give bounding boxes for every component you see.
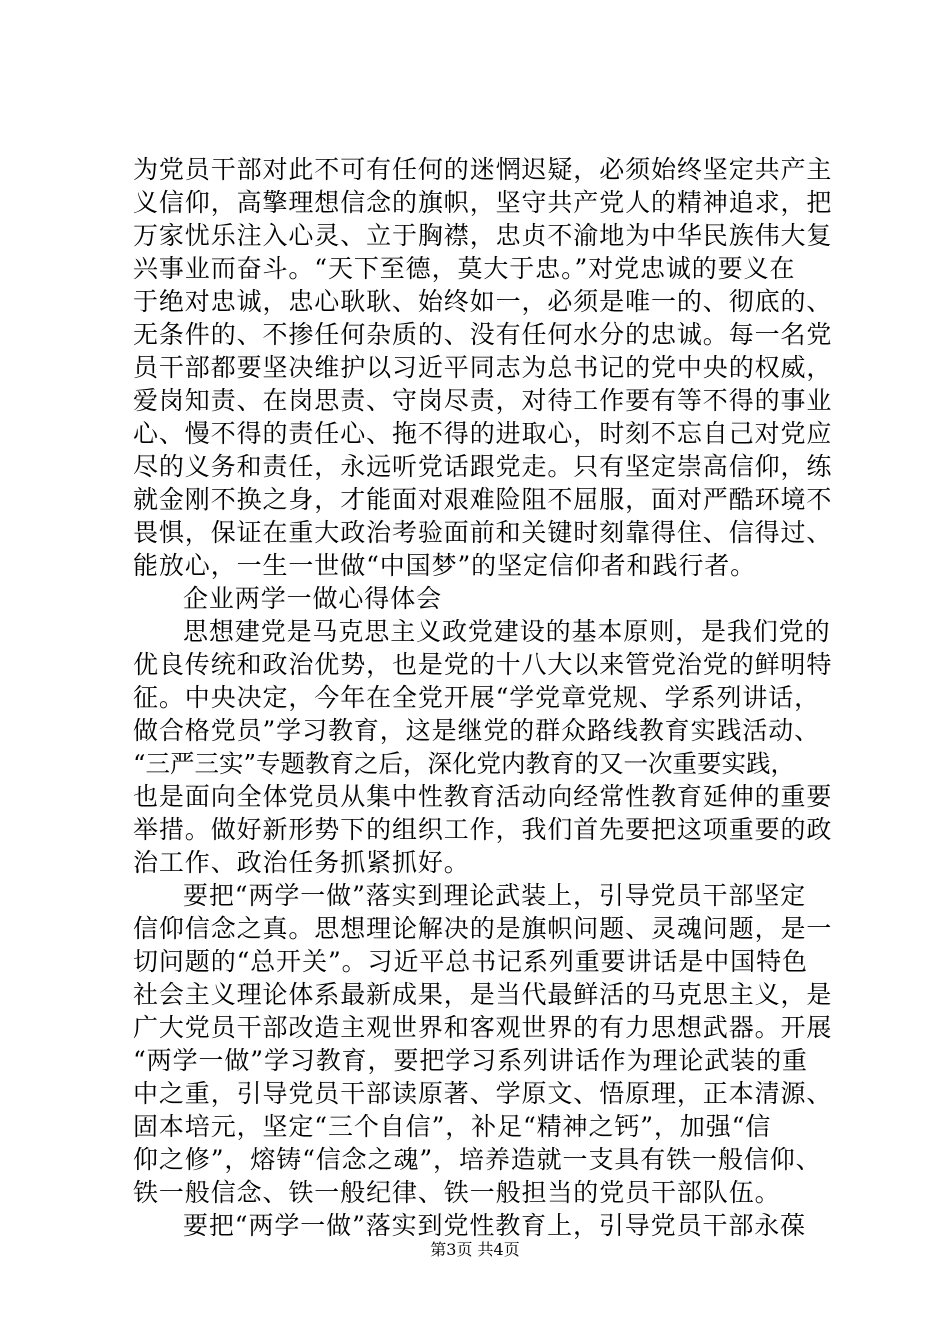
text-line: 做合格党员”学习教育，这是继党的群众路线教育实践活动、	[133, 716, 821, 745]
text-line: 于绝对忠诚，忠心耿耿、始终如一，必须是唯一的、彻底的、	[133, 287, 833, 316]
text-line: 征。中央决定，今年在全党开展“学党章党规、学系列讲话，	[133, 683, 821, 712]
text-line: 也是面向全体党员从集中性教育活动向经常性教育延伸的重要	[133, 782, 833, 811]
text-line: 为党员干部对此不可有任何的迷惘迟疑，必须始终坚定共产主	[133, 155, 833, 184]
page-footer: 第3页 共4页	[430, 1240, 520, 1259]
text-line: 切问题的“总开关”。习近平总书记系列重要讲话是中国特色	[133, 947, 808, 976]
text-line: 要把“两学一做”落实到党性教育上，引导党员干部永葆	[183, 1211, 807, 1240]
text-line: 能放心，一生一世做“中国梦”的坚定信仰者和践行者。	[133, 551, 757, 580]
text-line: 就金刚不换之身，才能面对艰难险阻不屈服，面对严酷环境不	[133, 485, 833, 514]
text-line: 心、慢不得的责任心、拖不得的进取心，时刻不忘自己对党应	[133, 419, 833, 448]
text-line: 员干部都要坚决维护以习近平同志为总书记的党中央的权威，	[133, 353, 833, 382]
text-line: “两学一做”学习教育，要把学习系列讲话作为理论武装的重	[133, 1046, 808, 1075]
text-line: 固本培元，坚定“三个自信”，补足“精神之钙”，加强“信	[133, 1112, 772, 1141]
text-line: 思想建党是马克思主义政党建设的基本原则，是我们党的	[183, 617, 831, 646]
text-line: 优良传统和政治优势，也是党的十八大以来管党治党的鲜明特	[133, 650, 833, 679]
text-line: 企业两学一做心得体会	[183, 584, 443, 613]
text-line: 畏惧，保证在重大政治考验面前和关键时刻靠得住、信得过、	[133, 518, 833, 547]
text-line: 义信仰，高擎理想信念的旗帜，坚守共产党人的精神追求，把	[133, 188, 833, 217]
text-line: 仰之修”，熔铸“信念之魂”，培养造就一支具有铁一般信仰、	[133, 1145, 822, 1174]
text-line: “三严三实”专题教育之后，深化党内教育的又一次重要实践，	[133, 749, 796, 778]
text-line: 信仰信念之真。思想理论解决的是旗帜问题、灵魂问题，是一	[133, 914, 833, 943]
text-line: 无条件的、不掺任何杂质的、没有任何水分的忠诚。每一名党	[133, 320, 833, 349]
document-body	[133, 153, 833, 1242]
text-line: 治工作、政治任务抓紧抓好。	[133, 848, 470, 877]
text-line: 尽的义务和责任，永远听党话跟党走。只有坚定崇高信仰，练	[133, 452, 833, 481]
text-line: 铁一般信念、铁一般纪律、铁一般担当的党员干部队伍。	[133, 1178, 781, 1207]
text-line: 爱岗知责、在岗思责、守岗尽责，对待工作要有等不得的事业	[133, 386, 833, 415]
text-line: 兴事业而奋斗。“天下至德，莫大于忠。”对党忠诚的要义在	[133, 254, 796, 283]
text-line: 中之重，引导党员干部读原著、学原文、悟原理，正本清源、	[133, 1079, 833, 1108]
text-line: 要把“两学一做”落实到理论武装上，引导党员干部坚定	[183, 881, 807, 910]
text-line: 万家忧乐注入心灵、立于胸襟，忠贞不渝地为中华民族伟大复	[133, 221, 833, 250]
text-line: 举措。做好新形势下的组织工作，我们首先要把这项重要的政	[133, 815, 833, 844]
text-line: 广大党员干部改造主观世界和客观世界的有力思想武器。开展	[133, 1013, 833, 1042]
text-line: 社会主义理论体系最新成果，是当代最鲜活的马克思主义，是	[133, 980, 833, 1009]
